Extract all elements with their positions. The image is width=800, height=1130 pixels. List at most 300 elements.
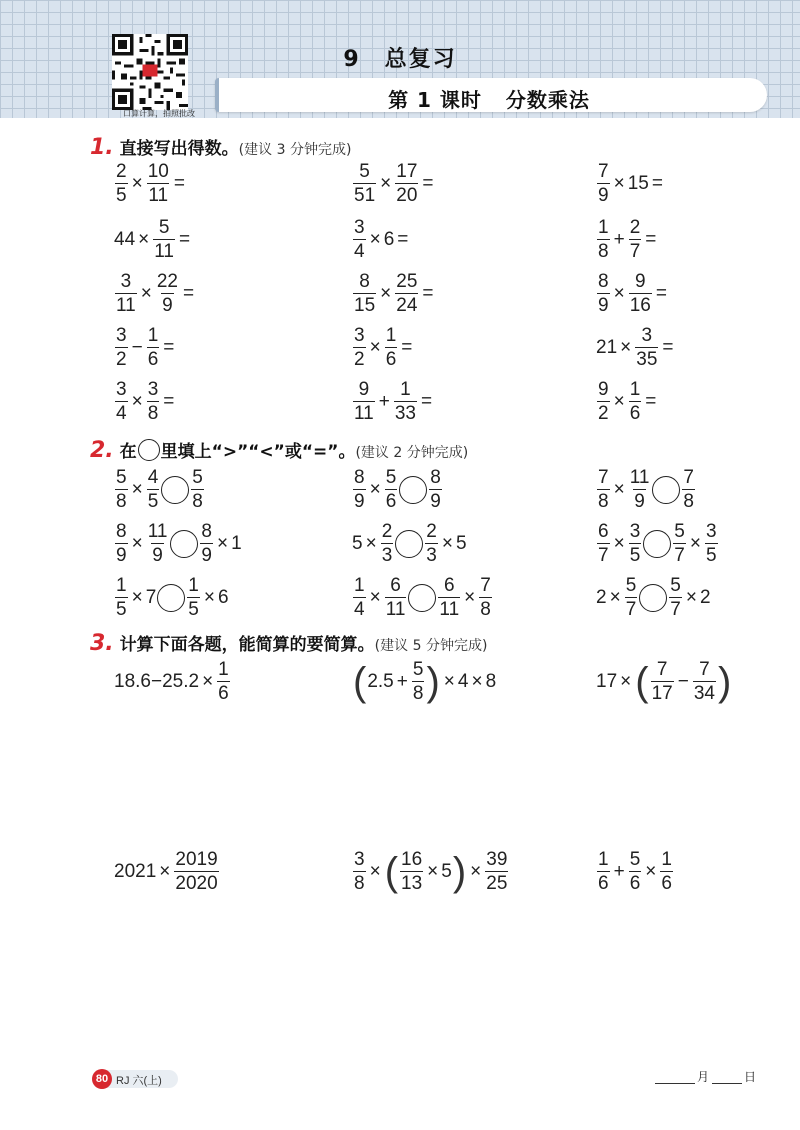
fraction <box>174 850 218 893</box>
operator: × <box>140 282 152 304</box>
unit-number: 9 <box>343 47 361 72</box>
denominator: 9 <box>598 185 609 206</box>
denominator: 8 <box>147 403 159 424</box>
denominator: 9 <box>201 545 212 566</box>
operator: × <box>443 670 455 692</box>
number: 15 <box>627 172 649 194</box>
fraction <box>187 576 200 619</box>
denominator: 11 <box>354 403 374 424</box>
operator: × <box>369 860 381 882</box>
denominator: 6 <box>218 683 229 704</box>
denominator: 6 <box>629 873 641 894</box>
section2-problem-expression <box>352 576 493 619</box>
denominator: 11 <box>439 599 460 620</box>
numerator: 6 <box>598 521 609 542</box>
section1-problem-expression <box>596 162 666 205</box>
fraction <box>629 522 642 565</box>
numerator: 8 <box>354 467 365 488</box>
number: 44 <box>114 228 136 250</box>
section2-problem-expression <box>352 468 443 511</box>
denominator: 7 <box>670 599 681 620</box>
page-number: 80 <box>92 1069 112 1089</box>
section1-problem-expression <box>596 380 659 423</box>
right-paren: ) <box>452 849 467 894</box>
numerator: 1 <box>629 379 641 400</box>
numerator: 1 <box>385 325 397 346</box>
operator: × <box>609 586 621 608</box>
operator: = <box>651 172 663 194</box>
day-label: 日 <box>744 1070 757 1084</box>
fraction <box>629 272 652 315</box>
section3-problem-expression <box>596 660 732 703</box>
fraction <box>353 468 366 511</box>
denominator: 33 <box>394 403 416 424</box>
fraction <box>438 576 460 619</box>
fraction <box>597 218 610 261</box>
operator: = <box>163 390 175 412</box>
numerator: 5 <box>412 659 424 680</box>
fraction <box>705 522 718 565</box>
denominator: 11 <box>148 185 169 206</box>
section3-problem-expression <box>114 660 231 703</box>
numerator: 7 <box>598 161 609 182</box>
compare-circle-input[interactable] <box>639 584 667 612</box>
unit-title <box>0 42 800 73</box>
numerator: 2 <box>426 521 437 542</box>
fraction <box>353 162 376 205</box>
operator: × <box>471 670 483 692</box>
numerator: 3 <box>354 325 365 346</box>
denominator: 8 <box>192 491 203 512</box>
operator: × <box>613 282 625 304</box>
month-blank[interactable] <box>655 1083 695 1084</box>
fraction <box>147 326 160 369</box>
operator: × <box>620 670 632 692</box>
fraction <box>651 660 674 703</box>
operator: = <box>182 282 195 304</box>
denominator: 2 <box>598 403 609 424</box>
fraction <box>385 576 407 619</box>
section1-problem-expression <box>114 272 197 315</box>
operator: = <box>173 172 185 194</box>
number: 2.5 <box>367 670 394 692</box>
numerator: 8 <box>201 521 212 542</box>
numerator: 6 <box>444 575 455 596</box>
fraction <box>385 468 398 511</box>
denominator: 5 <box>705 545 717 566</box>
number: 6 <box>383 228 395 250</box>
fraction <box>353 380 375 423</box>
compare-circle-input[interactable] <box>157 584 185 612</box>
denominator: 8 <box>412 683 424 704</box>
operator: × <box>369 228 381 250</box>
denominator: 24 <box>396 295 418 316</box>
numerator: 7 <box>656 659 668 680</box>
fraction <box>400 850 423 893</box>
operator: = <box>178 228 191 250</box>
denominator: 9 <box>354 491 365 512</box>
section1-problem-expression <box>596 218 659 261</box>
denominator: 5 <box>116 599 127 620</box>
numerator: 5 <box>674 521 685 542</box>
section1-problem-expression <box>352 272 437 315</box>
denominator: 5 <box>147 491 159 512</box>
numerator: 7 <box>699 659 710 680</box>
operator: × <box>380 282 392 304</box>
operator: × <box>203 586 215 608</box>
operator: × <box>441 532 453 554</box>
number: 7 <box>145 586 157 608</box>
denominator: 7 <box>674 545 685 566</box>
fraction <box>635 326 658 369</box>
numerator: 9 <box>598 379 609 400</box>
numerator: 39 <box>486 849 508 870</box>
operator: × <box>131 172 143 194</box>
operator: × <box>685 586 697 608</box>
section1-problem-expression <box>596 272 670 315</box>
fraction <box>381 522 394 565</box>
fraction <box>153 218 175 261</box>
section2-title-post: 里填上“>”“<”或“=”。 <box>160 442 356 462</box>
operator: = <box>422 172 434 194</box>
section2-number: 2. <box>90 438 114 463</box>
number: 2021 <box>114 860 157 882</box>
numerator: 2 <box>116 161 127 182</box>
operator: × <box>131 478 143 500</box>
operator: × <box>464 586 476 608</box>
fraction <box>479 576 492 619</box>
denominator: 11 <box>154 241 174 262</box>
numerator: 6 <box>390 575 401 596</box>
operator: × <box>369 586 381 608</box>
operator: × <box>613 172 625 194</box>
operator: × <box>369 336 381 358</box>
fraction <box>115 468 128 511</box>
numerator: 5 <box>670 575 681 596</box>
operator: × <box>369 478 381 500</box>
compare-circle-input[interactable] <box>643 530 671 558</box>
number: 5 <box>455 532 467 554</box>
denominator: 11 <box>385 599 406 620</box>
operator: × <box>365 532 377 554</box>
denominator: 8 <box>354 873 365 894</box>
numerator: 4 <box>147 467 159 488</box>
denominator: 6 <box>385 349 397 370</box>
operator: × <box>689 532 701 554</box>
numerator: 11 <box>147 521 168 542</box>
compare-circle-input[interactable] <box>161 476 189 504</box>
fraction <box>597 468 610 511</box>
numerator: 3 <box>116 379 127 400</box>
denominator: 9 <box>116 545 127 566</box>
denominator: 8 <box>598 491 609 512</box>
operator: × <box>138 228 150 250</box>
numerator: 16 <box>401 849 423 870</box>
denominator: 6 <box>147 349 159 370</box>
section3-number: 3. <box>90 631 114 656</box>
section3-problem-expression <box>596 850 674 893</box>
denominator: 3 <box>426 545 437 566</box>
denominator: 9 <box>162 295 173 316</box>
numerator: 3 <box>147 379 159 400</box>
denominator: 9 <box>430 491 441 512</box>
fraction <box>147 380 160 423</box>
left-paren: ( <box>353 659 367 704</box>
numerator: 5 <box>116 467 127 488</box>
numerator: 8 <box>359 271 370 292</box>
lesson-label: 第 1 课时 <box>388 88 482 112</box>
section2-problem-expression <box>114 468 205 511</box>
fraction <box>394 380 417 423</box>
operator: = <box>420 390 433 412</box>
operator: × <box>131 586 143 608</box>
operator: = <box>401 336 413 358</box>
denominator: 9 <box>598 295 609 316</box>
fraction <box>395 272 418 315</box>
denominator: 8 <box>598 241 609 262</box>
denominator: 2020 <box>175 873 218 894</box>
section2-problem-expression <box>352 522 467 565</box>
section3-problem-expression <box>352 850 509 893</box>
fraction <box>353 576 366 619</box>
section1-problem-expression <box>352 326 415 369</box>
denominator: 2 <box>354 349 365 370</box>
denominator: 8 <box>683 491 694 512</box>
fraction <box>147 522 169 565</box>
section1-problem-expression <box>352 162 437 205</box>
section3-problem-expression <box>114 850 220 893</box>
denominator: 25 <box>486 873 508 894</box>
section1-problem-expression <box>114 380 177 423</box>
number: 4 <box>457 670 469 692</box>
numerator: 17 <box>396 161 418 182</box>
numerator: 1 <box>218 659 229 680</box>
right-paren: ) <box>426 659 440 704</box>
fraction <box>625 576 638 619</box>
compare-circle-input[interactable] <box>395 530 423 558</box>
section3-note: (建议 5 分钟完成) <box>374 638 488 654</box>
fraction <box>156 272 179 315</box>
fraction <box>629 468 651 511</box>
operator: × <box>202 670 214 692</box>
fraction <box>412 660 425 703</box>
numerator: 3 <box>629 521 641 542</box>
numerator: 1 <box>598 217 609 238</box>
numerator: 1 <box>116 575 127 596</box>
number: 6 <box>217 586 229 608</box>
book-code: RJ 六(上) <box>116 1075 162 1087</box>
denominator: 17 <box>651 683 673 704</box>
fraction <box>217 660 230 703</box>
fraction <box>115 380 128 423</box>
numerator: 5 <box>629 849 641 870</box>
section1-problem-expression <box>596 326 677 369</box>
fraction <box>629 380 642 423</box>
numerator: 5 <box>359 161 370 182</box>
denominator: 9 <box>634 491 645 512</box>
section2-heading <box>90 437 468 463</box>
fraction <box>115 326 128 369</box>
numerator: 3 <box>705 521 717 542</box>
number: 5 <box>441 860 452 882</box>
denominator: 7 <box>625 599 637 620</box>
operator: = <box>655 282 667 304</box>
denominator: 15 <box>354 295 376 316</box>
fraction <box>115 272 137 315</box>
denominator: 4 <box>116 403 127 424</box>
numerator: 3 <box>120 271 132 292</box>
operator: × <box>131 390 143 412</box>
fraction <box>147 468 160 511</box>
denominator: 3 <box>381 545 393 566</box>
denominator: 6 <box>598 873 609 894</box>
section2-problem-expression <box>114 576 229 619</box>
operator: × <box>380 172 392 194</box>
denominator: 7 <box>598 545 609 566</box>
section1-title: 直接写出得数。 <box>119 139 239 159</box>
section1-number: 1. <box>90 135 114 160</box>
fraction <box>385 326 398 369</box>
section3-heading <box>90 630 487 656</box>
compare-circle-input[interactable] <box>399 476 427 504</box>
fraction <box>147 162 170 205</box>
numerator: 8 <box>116 521 127 542</box>
numerator: 5 <box>158 217 170 238</box>
operator: = <box>662 336 674 358</box>
fraction <box>425 522 438 565</box>
fraction <box>429 468 442 511</box>
numerator: 9 <box>358 379 370 400</box>
fraction <box>629 218 642 261</box>
operator: = <box>422 282 434 304</box>
fraction <box>597 272 610 315</box>
section1-problem-expression <box>352 218 411 261</box>
fraction <box>597 850 610 893</box>
number: 17 <box>596 670 618 692</box>
numerator: 7 <box>480 575 491 596</box>
operator: × <box>217 532 229 554</box>
denominator: 11 <box>116 295 136 316</box>
operator: = <box>163 336 175 358</box>
section2-problem-expression <box>596 468 696 511</box>
numerator: 9 <box>634 271 646 292</box>
compare-circle-input[interactable] <box>408 584 436 612</box>
operator: + <box>396 670 408 692</box>
denominator: 6 <box>661 873 672 894</box>
numerator: 1 <box>661 849 672 870</box>
number: 18.6−25.2 <box>114 670 200 692</box>
numerator: 1 <box>400 379 411 400</box>
numerator: 5 <box>625 575 637 596</box>
numerator: 10 <box>147 161 169 182</box>
numerator: 8 <box>430 467 441 488</box>
fraction <box>673 522 686 565</box>
operator: × <box>159 860 171 882</box>
denominator: 9 <box>152 545 163 566</box>
denominator: 5 <box>629 545 641 566</box>
denominator: 5 <box>116 185 127 206</box>
numerator: 11 <box>629 467 650 488</box>
fraction <box>200 522 213 565</box>
fraction <box>693 660 716 703</box>
left-paren: ( <box>384 849 399 894</box>
section1-note: (建议 3 分钟完成) <box>238 142 352 158</box>
numerator: 3 <box>354 217 365 238</box>
fraction <box>353 326 366 369</box>
fraction <box>115 162 128 205</box>
operator: × <box>613 390 625 412</box>
left-paren: ( <box>635 659 649 704</box>
operator: = <box>645 228 657 250</box>
fraction <box>597 522 610 565</box>
denominator: 51 <box>354 185 376 206</box>
lesson-title <box>215 84 763 113</box>
numerator: 5 <box>385 467 397 488</box>
fraction <box>395 162 418 205</box>
section1-problem-expression <box>114 218 193 261</box>
compare-circle-input[interactable] <box>652 476 680 504</box>
denominator: 8 <box>480 599 491 620</box>
denominator: 8 <box>116 491 127 512</box>
numerator: 3 <box>116 325 127 346</box>
section1-problem-expression <box>114 326 177 369</box>
numerator: 3 <box>641 325 653 346</box>
operator: × <box>427 860 439 882</box>
number: 2 <box>596 586 607 608</box>
operator: + <box>613 860 625 882</box>
fraction <box>191 468 204 511</box>
operator: − <box>131 336 143 358</box>
numerator: 3 <box>354 849 365 870</box>
denominator: 35 <box>636 349 658 370</box>
section2-problem-expression <box>596 576 711 619</box>
numerator: 22 <box>156 271 178 292</box>
number: 8 <box>485 670 497 692</box>
qr-caption: 口算计算，拍照批改 <box>123 109 195 118</box>
numerator: 8 <box>598 271 609 292</box>
month-label: 月 <box>697 1070 710 1084</box>
section2-note: (建议 2 分钟完成) <box>355 445 469 461</box>
number: 2 <box>699 586 711 608</box>
fraction <box>597 162 610 205</box>
numerator: 1 <box>188 575 199 596</box>
section1-heading <box>90 134 351 160</box>
right-paren: ) <box>717 659 732 704</box>
section3-title: 计算下面各题，能简算的要简算。 <box>119 635 375 655</box>
number: 1 <box>231 532 242 554</box>
fraction <box>353 850 366 893</box>
numerator: 25 <box>396 271 418 292</box>
denominator: 13 <box>401 873 423 894</box>
denominator: 7 <box>629 241 641 262</box>
unit-title-text: 总复习 <box>384 47 457 72</box>
operator: × <box>620 336 632 358</box>
number: 21 <box>596 336 618 358</box>
operator: × <box>470 860 482 882</box>
fraction <box>353 218 366 261</box>
operator: − <box>677 670 689 692</box>
denominator: 5 <box>188 599 199 620</box>
section1-problem-expression <box>114 162 188 205</box>
denominator: 2 <box>116 349 127 370</box>
section2-title-pre: 在 <box>119 442 137 462</box>
compare-circle-input[interactable] <box>170 530 198 558</box>
numerator: 2 <box>381 521 393 542</box>
numerator: 2 <box>629 217 641 238</box>
numerator: 1 <box>598 849 609 870</box>
numerator: 1 <box>147 325 159 346</box>
day-blank[interactable] <box>712 1083 742 1084</box>
